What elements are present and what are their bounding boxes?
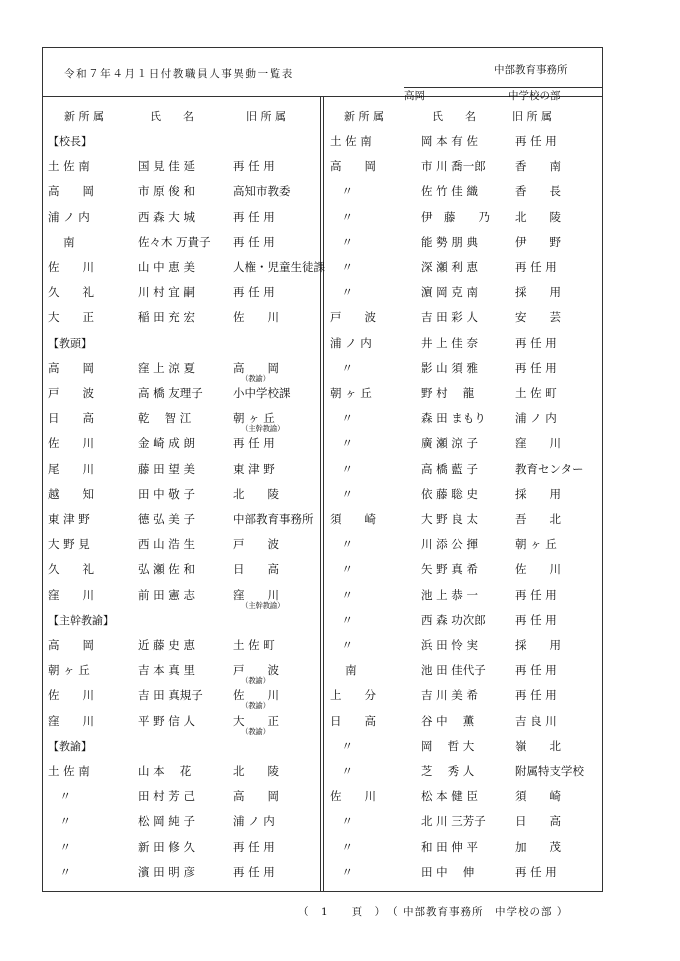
left-header-old: 旧 所 属 — [246, 110, 286, 123]
old-affiliation: 北 陵 — [515, 209, 561, 224]
old-affiliation: 再 任 用 — [233, 839, 275, 854]
new-affiliation: 〃 — [330, 184, 353, 199]
old-affiliation: 再 任 用 — [233, 234, 275, 249]
old-affiliation: 再 任 用 — [515, 335, 557, 350]
personnel-row — [0, 209, 680, 229]
new-affiliation: 〃 — [330, 738, 353, 753]
left-header-name: 氏 名 — [150, 110, 194, 123]
personnel-row — [0, 738, 680, 758]
new-affiliation: 窪 川 — [48, 587, 94, 602]
person-name: 池 田 佳代子 — [421, 663, 486, 678]
personnel-row — [0, 839, 680, 859]
new-affiliation: 佐 川 — [48, 260, 94, 274]
new-affiliation: 日 高 — [48, 411, 94, 426]
person-name: 濱 田 明 彦 — [138, 864, 195, 879]
new-affiliation: 南 — [48, 234, 75, 249]
old-affiliation: 日 高 — [233, 562, 279, 577]
person-name: 乾 智 江 — [138, 411, 192, 426]
new-affiliation: 高 岡 — [48, 360, 94, 375]
page-footer: （ 1 頁 ） （ 中部教育事務所 中学校の部 ） — [298, 906, 569, 918]
new-affiliation: 〃 — [330, 839, 353, 854]
person-name: 山 本 花 — [138, 764, 192, 778]
old-affiliation: 人権・児童生徒課 — [233, 260, 325, 274]
old-affiliation: 小中学校課 — [233, 386, 291, 400]
previous-position-note: （教諭） — [241, 676, 270, 686]
person-name: 田 中 敬 子 — [138, 486, 195, 501]
new-affiliation: 〃 — [48, 839, 71, 854]
new-affiliation: 朝 ヶ 丘 — [330, 386, 372, 400]
previous-position-note: （主幹教諭） — [241, 424, 285, 434]
right-header-new: 新 所 属 — [344, 110, 384, 123]
section-heading: 【教諭】 — [48, 739, 92, 753]
personnel-row — [0, 309, 680, 329]
old-affiliation: 高 岡 — [233, 360, 279, 375]
person-name: 岡 本 有 佐 — [421, 134, 478, 148]
new-affiliation: 高 岡 — [48, 638, 94, 652]
person-name: 田 村 芳 己 — [138, 789, 195, 804]
person-name: 国 見 佳 延 — [138, 159, 195, 174]
old-affiliation: 須 崎 — [515, 789, 561, 804]
previous-position-note: （教諭） — [241, 373, 270, 383]
section-heading: 【教頭】 — [48, 336, 92, 350]
person-name: 德 弘 美 子 — [138, 512, 195, 526]
person-name: 吉 田 真規子 — [138, 688, 203, 703]
old-affiliation: 再 任 用 — [515, 260, 557, 274]
new-affiliation: 〃 — [330, 864, 353, 879]
personnel-row — [0, 335, 680, 355]
old-affiliation: 佐 川 — [233, 310, 279, 325]
new-affiliation: 〃 — [330, 638, 353, 652]
person-name: 芝 秀 人 — [421, 764, 475, 778]
new-affiliation: 土 佐 南 — [330, 134, 372, 148]
new-affiliation: 大 正 — [48, 310, 94, 325]
old-affiliation: 再 任 用 — [515, 612, 557, 627]
old-affiliation: 香 長 — [515, 184, 561, 199]
new-affiliation: 〃 — [330, 436, 353, 451]
new-affiliation: 佐 川 — [48, 436, 94, 451]
new-affiliation: 〃 — [330, 612, 353, 627]
new-affiliation: 戸 波 — [48, 386, 94, 400]
personnel-row — [0, 612, 680, 632]
old-affiliation: 加 茂 — [515, 839, 561, 854]
previous-position-note: （教諭） — [241, 701, 270, 711]
new-affiliation: 窪 川 — [48, 713, 94, 728]
personnel-row — [0, 763, 680, 783]
person-name: 川 村 宜 嗣 — [138, 285, 195, 300]
old-affiliation: 香 南 — [515, 159, 561, 174]
new-affiliation: 大 野 見 — [48, 537, 90, 552]
person-name: 佐々木 万貴子 — [138, 234, 211, 249]
personnel-row — [0, 662, 680, 682]
right-header-name: 氏 名 — [432, 110, 476, 123]
old-affiliation: 北 陵 — [233, 486, 279, 501]
new-affiliation: 浦 ノ 内 — [330, 335, 372, 350]
old-affiliation: 附属特支学校 — [515, 764, 584, 778]
old-affiliation: 浦 ノ 内 — [515, 411, 557, 426]
new-affiliation: 尾 川 — [48, 461, 94, 476]
new-affiliation: 〃 — [330, 461, 353, 476]
section-heading: 【主幹教諭】 — [48, 613, 114, 627]
personnel-row — [0, 788, 680, 808]
new-affiliation: 高 岡 — [48, 184, 94, 199]
new-affiliation: 土 佐 南 — [48, 764, 90, 778]
old-affiliation: 大 正 — [233, 713, 279, 728]
old-affiliation: 再 任 用 — [515, 134, 557, 148]
old-affiliation: 窪 川 — [233, 587, 279, 602]
personnel-row — [0, 461, 680, 481]
person-name: 矢 野 真 希 — [421, 562, 478, 577]
personnel-row — [0, 713, 680, 733]
person-name: 大 野 良 太 — [421, 512, 478, 526]
person-name: 影 山 須 雅 — [421, 360, 478, 375]
old-affiliation: 北 陵 — [233, 764, 279, 778]
person-name: 佐 竹 佳 織 — [421, 184, 478, 199]
old-affiliation: 高知市教委 — [233, 184, 291, 199]
new-affiliation: 高 岡 — [330, 159, 376, 174]
old-affiliation: 窪 川 — [515, 436, 561, 451]
person-name: 谷 中 薫 — [421, 713, 475, 728]
old-affiliation: 教育センター — [515, 461, 584, 476]
old-affiliation: 再 任 用 — [233, 285, 275, 300]
person-name: 高 橋 友理子 — [138, 386, 203, 400]
old-affiliation: 朝 ヶ 丘 — [515, 537, 557, 552]
old-affiliation: 再 任 用 — [515, 360, 557, 375]
new-affiliation: 上 分 — [330, 688, 376, 703]
personnel-row — [0, 360, 680, 380]
person-name: 高 橋 藍 子 — [421, 461, 478, 476]
new-affiliation: 〃 — [330, 814, 353, 829]
personnel-row — [0, 183, 680, 203]
old-affiliation: 日 高 — [515, 814, 561, 829]
personnel-row — [0, 813, 680, 833]
person-name: 西 森 大 城 — [138, 209, 195, 224]
person-name: 新 田 修 久 — [138, 839, 195, 854]
section-heading: 【校長】 — [48, 135, 92, 148]
old-affiliation: 土 佐 町 — [515, 386, 557, 400]
old-affiliation: 再 任 用 — [515, 864, 557, 879]
new-affiliation: 越 知 — [48, 486, 94, 501]
person-name: 吉 田 彩 人 — [421, 310, 478, 325]
person-name: 深 瀬 利 恵 — [421, 260, 478, 274]
person-name: 浜 田 怜 実 — [421, 638, 478, 652]
old-affiliation: 中部教育事務所 — [233, 512, 314, 526]
person-name: 藤 田 望 美 — [138, 461, 195, 476]
new-affiliation: 浦 ノ 内 — [48, 209, 90, 224]
document-title: 令和７年４月１日付教職員人事異動一覧表 — [64, 68, 294, 80]
new-affiliation: 〃 — [330, 764, 353, 778]
new-affiliation: 〃 — [330, 486, 353, 501]
old-affiliation: 再 任 用 — [233, 209, 275, 224]
new-affiliation: 日 高 — [330, 713, 376, 728]
old-affiliation: 吉 良 川 — [515, 713, 557, 728]
person-name: 松 岡 純 子 — [138, 814, 195, 829]
new-affiliation: 〃 — [330, 587, 353, 602]
personnel-row — [0, 511, 680, 531]
personnel-row — [0, 435, 680, 455]
person-name: 川 添 公 揮 — [421, 537, 478, 552]
old-affiliation: 採 用 — [515, 285, 561, 300]
old-affiliation: 嶺 北 — [515, 738, 561, 753]
person-name: 吉 本 真 里 — [138, 663, 195, 678]
personnel-row — [0, 259, 680, 279]
person-name: 池 上 恭 一 — [421, 587, 478, 602]
person-name: 能 勢 朋 典 — [421, 234, 478, 249]
right-header-old: 旧 所 属 — [512, 110, 552, 123]
new-affiliation: 〃 — [330, 260, 353, 274]
old-affiliation: 再 任 用 — [233, 159, 275, 174]
new-affiliation: 〃 — [330, 234, 353, 249]
person-name: 市 原 俊 和 — [138, 184, 195, 199]
person-name: 西 山 浩 生 — [138, 537, 195, 552]
person-name: 北 川 三芳子 — [421, 814, 486, 829]
person-name: 市 川 喬一郎 — [421, 159, 486, 174]
new-affiliation: 〃 — [330, 360, 353, 375]
old-affiliation: 浦 ノ 内 — [233, 814, 275, 829]
personnel-row — [0, 864, 680, 884]
old-affiliation: 佐 川 — [233, 688, 279, 703]
school-group-suffix: 中学校の部 — [508, 90, 561, 102]
person-name: 岡 哲 大 — [421, 738, 475, 753]
new-affiliation: 〃 — [330, 537, 353, 552]
left-header-new: 新 所 属 — [64, 110, 104, 123]
old-affiliation: 戸 波 — [233, 537, 279, 552]
new-affiliation: 佐 川 — [330, 789, 376, 804]
school-group — [404, 87, 603, 102]
new-affiliation: 〃 — [330, 209, 353, 224]
office-name: 中部教育事務所 — [494, 64, 568, 76]
person-name: 稲 田 充 宏 — [138, 310, 195, 325]
personnel-row — [0, 158, 680, 178]
new-affiliation: 〃 — [330, 562, 353, 577]
old-affiliation: 再 任 用 — [515, 587, 557, 602]
new-affiliation: 南 — [330, 663, 357, 678]
personnel-row — [0, 284, 680, 304]
old-affiliation: 採 用 — [515, 486, 561, 501]
old-affiliation: 再 任 用 — [515, 688, 557, 703]
new-affiliation: 須 崎 — [330, 512, 376, 526]
previous-position-note: （主幹教諭） — [241, 600, 285, 610]
new-affiliation: 土 佐 南 — [48, 159, 90, 174]
old-affiliation: 安 芸 — [515, 310, 561, 325]
person-name: 伊 藤 乃 — [421, 209, 490, 224]
personnel-row — [0, 486, 680, 506]
person-name: 西 森 功次郎 — [421, 612, 486, 627]
new-affiliation: 朝 ヶ 丘 — [48, 663, 90, 678]
personnel-row — [0, 410, 680, 430]
old-affiliation: 東 津 野 — [233, 461, 275, 476]
old-affiliation: 再 任 用 — [233, 436, 275, 451]
previous-position-note: （教諭） — [241, 726, 270, 736]
person-name: 依 藤 聡 史 — [421, 486, 478, 501]
person-name: 金 崎 成 朗 — [138, 436, 195, 451]
new-affiliation: 久 礼 — [48, 562, 94, 577]
old-affiliation: 高 岡 — [233, 789, 279, 804]
person-name: 和 田 伸 平 — [421, 839, 478, 854]
person-name: 田 中 伸 — [421, 864, 475, 879]
new-affiliation: 久 礼 — [48, 285, 94, 300]
personnel-row — [0, 234, 680, 254]
person-name: 森 田 まもり — [421, 411, 486, 426]
old-affiliation: 採 用 — [515, 638, 561, 652]
new-affiliation: 東 津 野 — [48, 512, 90, 526]
person-name: 野 村 龍 — [421, 386, 475, 400]
personnel-row — [0, 687, 680, 707]
old-affiliation: 佐 川 — [515, 562, 561, 577]
old-affiliation: 伊 野 — [515, 234, 561, 249]
new-affiliation: 〃 — [48, 864, 71, 879]
person-name: 近 藤 史 恵 — [138, 638, 195, 652]
old-affiliation: 吾 北 — [515, 512, 561, 526]
personnel-row — [0, 536, 680, 556]
new-affiliation: 佐 川 — [48, 688, 94, 703]
person-name: 吉 川 美 希 — [421, 688, 478, 703]
person-name: 濵 岡 克 南 — [421, 285, 478, 300]
person-name: 山 中 恵 美 — [138, 260, 195, 274]
person-name: 井 上 佳 奈 — [421, 335, 478, 350]
personnel-row — [0, 133, 680, 153]
old-affiliation: 朝 ヶ 丘 — [233, 411, 275, 426]
new-affiliation: 〃 — [330, 411, 353, 426]
new-affiliation: 〃 — [48, 789, 71, 804]
personnel-row — [0, 587, 680, 607]
person-name: 前 田 憲 志 — [138, 587, 195, 602]
personnel-row — [0, 561, 680, 581]
personnel-row — [0, 385, 680, 405]
personnel-row — [0, 637, 680, 657]
old-affiliation: 再 任 用 — [515, 663, 557, 678]
new-affiliation: 〃 — [330, 285, 353, 300]
person-name: 窪 上 涼 夏 — [138, 360, 195, 375]
person-name: 松 本 健 臣 — [421, 789, 478, 804]
old-affiliation: 土 佐 町 — [233, 638, 275, 652]
new-affiliation: 戸 波 — [330, 310, 376, 325]
new-affiliation: 〃 — [48, 814, 71, 829]
person-name: 廣 瀬 涼 子 — [421, 436, 478, 451]
person-name: 平 野 信 人 — [138, 713, 195, 728]
person-name: 弘 瀬 佐 和 — [138, 562, 195, 577]
old-affiliation: 再 任 用 — [233, 864, 275, 879]
school-group-prefix: 高岡 — [404, 90, 425, 102]
old-affiliation: 戸 波 — [233, 663, 279, 678]
